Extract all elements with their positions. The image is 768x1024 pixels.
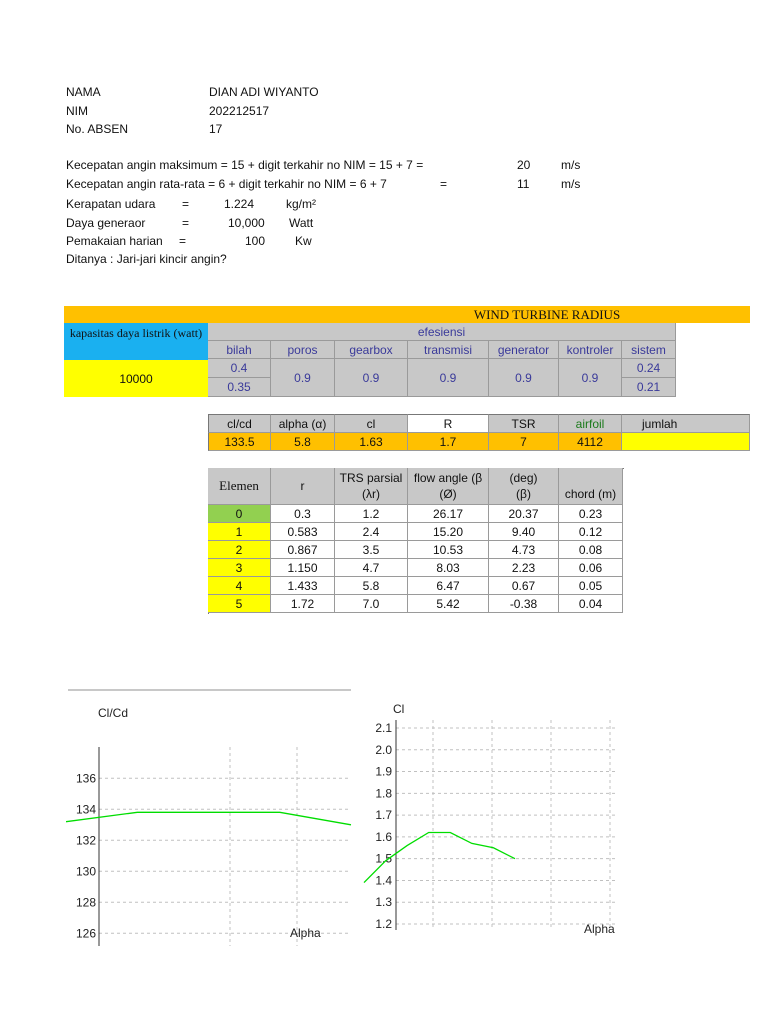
header-cl: cl (335, 414, 408, 433)
element-cell: 26.17 (408, 505, 489, 523)
gen-value: 10,000 (228, 216, 265, 230)
element-cell: 2.23 (489, 559, 559, 577)
header-line: flow angle (β (413, 471, 483, 485)
usage-unit: Kw (295, 234, 312, 248)
element-cell: 0.67 (489, 577, 559, 595)
element-header-cell (271, 468, 335, 505)
y-tick-label: 2.1 (375, 721, 392, 735)
element-cell: 20.37 (489, 505, 559, 523)
element-index: 1 (208, 523, 271, 541)
value-nama: DIAN ADI WIYANTO (209, 85, 319, 99)
element-cell: 0.12 (559, 523, 623, 541)
y-tick-label: 1.7 (375, 808, 392, 823)
header-tsr: TSR (489, 414, 559, 433)
gen-eq: = (182, 216, 190, 230)
y-axis-label: Cl/Cd (98, 706, 129, 720)
element-cell: 0.867 (271, 541, 335, 559)
avg-speed-text: Kecepatan angin rata-rata = 6 + digit terkahir no NIM = 6 + 7 (66, 177, 387, 191)
y-tick-label: 1.6 (375, 829, 392, 844)
header-r: R (408, 414, 489, 433)
col-bilah: bilah (208, 341, 271, 359)
table-title: WIND TURBINE RADIUS (64, 306, 750, 323)
element-cell: 9.40 (489, 523, 559, 541)
capacity-header: kapasitas daya listrik (watt) (64, 323, 208, 360)
max-speed-value: 20 (517, 158, 531, 172)
col-sistem: sistem (622, 341, 676, 359)
header-airfoil: airfoil (559, 414, 622, 433)
element-index: 5 (208, 595, 271, 613)
value-cl: 1.63 (335, 433, 408, 451)
usage-eq: = (179, 234, 187, 248)
element-cell: 1.433 (271, 577, 335, 595)
avg-speed-unit: m/s (561, 177, 581, 191)
element-header-cell (335, 468, 408, 505)
header-clcd: cl/cd (208, 414, 271, 433)
sistem-value: 0.21 (622, 378, 676, 397)
header-line: (deg) (509, 471, 538, 485)
y-tick-label: 130 (75, 864, 96, 879)
x-axis-label: Alpha (290, 926, 321, 940)
transmisi-value: 0.9 (408, 359, 489, 397)
gen-unit: Watt (289, 216, 314, 230)
question: Ditanya : Jari-jari kincir angin? (66, 252, 227, 266)
y-tick-label: 136 (75, 771, 96, 786)
value-clcd: 133.5 (208, 433, 271, 451)
label-absen: No. ABSEN (66, 122, 129, 136)
header-line: r (300, 479, 305, 493)
y-tick-label: 134 (75, 802, 96, 817)
element-cell: 15.20 (408, 523, 489, 541)
y-tick-label: 1.9 (375, 764, 392, 779)
element-header-cell (408, 468, 489, 505)
y-tick-label: 132 (75, 833, 96, 848)
element-cell: 3.5 (335, 541, 408, 559)
element-cell: 0.583 (271, 523, 335, 541)
value-airfoil: 4112 (559, 433, 622, 451)
y-tick-label: 126 (75, 926, 96, 941)
value-alpha: 5.8 (271, 433, 335, 451)
max-speed-text: Kecepatan angin maksimum = 15 + digit terkahir no NIM = 15 + 7 = (66, 158, 424, 172)
y-tick-label: 1.3 (375, 895, 392, 910)
header-line: chord (m) (564, 487, 617, 501)
element-cell: 0.23 (559, 505, 623, 523)
cl-chart (362, 696, 622, 946)
element-cell: 8.03 (408, 559, 489, 577)
header-alpha: alpha (α) (271, 414, 335, 433)
header-line: (Ø) (439, 487, 457, 501)
element-cell: 0.04 (559, 595, 623, 613)
header-line: (β) (516, 487, 531, 501)
density-unit: kg/m² (286, 197, 316, 211)
element-cell: 0.08 (559, 541, 623, 559)
chart-divider (68, 689, 351, 691)
x-axis-label: Alpha (584, 922, 615, 936)
col-transmisi: transmisi (408, 341, 489, 359)
gearbox-value: 0.9 (335, 359, 408, 397)
gen-label: Daya generaor (66, 216, 146, 230)
element-header-cell (208, 468, 271, 505)
avg-speed-eq: = (440, 177, 448, 191)
density-value: 1.224 (224, 197, 255, 211)
y-tick-label: 1.2 (375, 917, 392, 931)
col-kontroler: kontroler (559, 341, 622, 359)
element-cell: 4.7 (335, 559, 408, 577)
y-tick-label: 2.0 (375, 742, 392, 757)
value-r: 1.7 (408, 433, 489, 451)
density-label: Kerapatan udara (66, 197, 156, 211)
element-index: 0 (208, 505, 271, 523)
label-nama: NAMA (66, 85, 101, 99)
generator-value: 0.9 (489, 359, 559, 397)
element-cell: 0.3 (271, 505, 335, 523)
value-nim: 202212517 (209, 104, 270, 118)
series-line (66, 812, 351, 825)
label-nim: NIM (66, 104, 88, 118)
bilah-value: 0.35 (208, 378, 271, 397)
bilah-value: 0.4 (208, 359, 271, 378)
element-cell: 1.2 (335, 505, 408, 523)
element-cell: 1.150 (271, 559, 335, 577)
header-line: TRS parsial (339, 471, 403, 485)
element-cell: 10.53 (408, 541, 489, 559)
y-axis-label: Cl (393, 702, 405, 716)
header-jumlah: jumlah (622, 414, 750, 433)
element-cell: 5.42 (408, 595, 489, 613)
element-cell: 2.4 (335, 523, 408, 541)
element-index: 4 (208, 577, 271, 595)
efficiency-header: efesiensi (208, 323, 676, 341)
density-eq: = (182, 197, 190, 211)
sistem-value: 0.24 (622, 359, 676, 378)
element-header-cell (559, 468, 623, 505)
element-index: 2 (208, 541, 271, 559)
col-generator: generator (489, 341, 559, 359)
capacity-value: 10000 (64, 360, 208, 397)
element-cell: -0.38 (489, 595, 559, 613)
element-cell: 5.8 (335, 577, 408, 595)
usage-value: 100 (245, 234, 266, 248)
value-tsr: 7 (489, 433, 559, 451)
clcd-chart (66, 696, 356, 946)
y-tick-label: 1.5 (375, 851, 392, 866)
y-tick-label: 1.4 (375, 873, 392, 888)
element-header-cell (489, 468, 559, 505)
value-jumlah (622, 433, 750, 451)
col-poros: poros (271, 341, 335, 359)
kontroler-value: 0.9 (559, 359, 622, 397)
usage-label: Pemakaian harian (66, 234, 163, 248)
header-line: (λr) (362, 487, 380, 501)
poros-value: 0.9 (271, 359, 335, 397)
element-cell: 4.73 (489, 541, 559, 559)
element-index: 3 (208, 559, 271, 577)
header-line: Elemen (219, 478, 259, 493)
element-cell: 0.05 (559, 577, 623, 595)
value-absen: 17 (209, 122, 223, 136)
col-gearbox: gearbox (335, 341, 408, 359)
avg-speed-value: 11 (517, 177, 530, 191)
element-cell: 0.06 (559, 559, 623, 577)
element-cell: 1.72 (271, 595, 335, 613)
element-cell: 7.0 (335, 595, 408, 613)
y-tick-label: 128 (75, 895, 96, 910)
y-tick-label: 1.8 (375, 786, 392, 801)
max-speed-unit: m/s (561, 158, 581, 172)
element-cell: 6.47 (408, 577, 489, 595)
